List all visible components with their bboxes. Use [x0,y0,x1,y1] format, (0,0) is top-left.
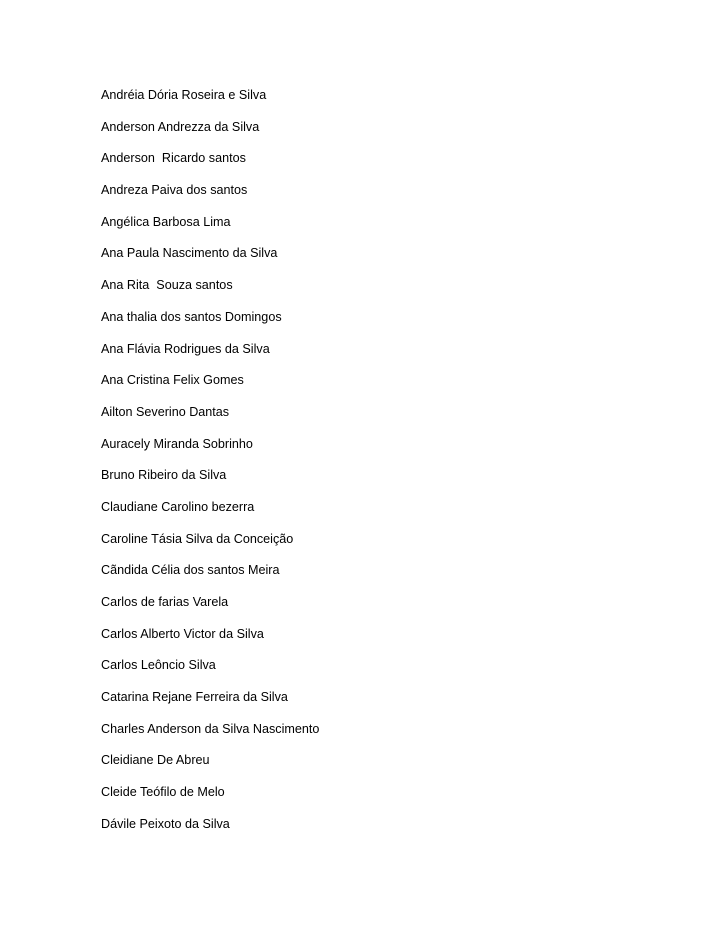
list-item: Cleidiane De Abreu [101,753,210,768]
list-item: Andreza Paiva dos santos [101,183,248,198]
list-item: Carlos Alberto Victor da Silva [101,626,264,641]
list-item: Caroline Tásia Silva da Conceição [101,531,294,546]
list-item: Carlos de farias Varela [101,595,229,609]
list-item: Andréia Dória Roseira e Silva [101,88,267,102]
list-item: Cleide Teófilo de Melo [101,785,225,800]
list-item: Auracely Miranda Sobrinho [101,436,253,451]
list-item: Cãndida Célia dos santos Meira [101,563,280,578]
list-item: Ana Rita Souza santos [101,278,233,293]
list-item: Ailton Severino Dantas [101,404,230,419]
list-item: Claudiane Carolino bezerra [101,499,255,514]
list-item: Carlos Leôncio Silva [101,658,216,673]
list-item: Anderson Ricardo santos [101,151,246,166]
list-item: Bruno Ribeiro da Silva [101,468,227,483]
list-item: Ana Paula Nascimento da Silva [101,246,278,261]
list-item: Ana Flávia Rodrigues da Silva [101,341,270,356]
list-item: Angélica Barbosa Lima [101,214,231,229]
list-item: Ana thalia dos santos Domingos [101,309,282,324]
list-item: Anderson Andrezza da Silva [101,119,260,134]
list-item: Charles Anderson da Silva Nascimento [101,721,320,736]
list-item: Ana Cristina Felix Gomes [101,373,244,388]
name-list [101,86,319,847]
list-item: Catarina Rejane Ferreira da Silva [101,690,288,705]
list-item: Dávile Peixoto da Silva [101,816,230,831]
